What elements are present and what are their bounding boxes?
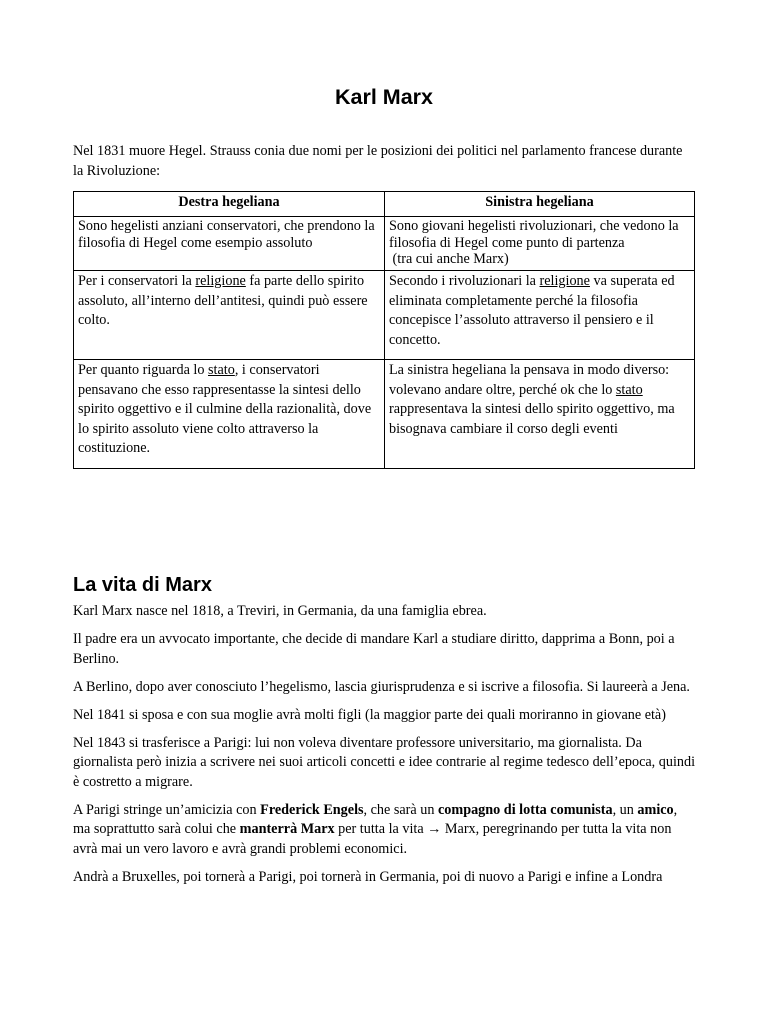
paragraph: Il padre era un avvocato importante, che decide di mandare Karl a studiare diritto, dapprima a Bonn, poi a Berlino. — [73, 631, 675, 667]
bold-engels: Frederick Engels — [260, 801, 364, 818]
cell-text: va superata ed eliminata completamente perché la filosofia concepisce l’assoluto attraverso il pensiero e il concetto. — [389, 273, 675, 348]
cell-sinistra-3 — [385, 360, 695, 469]
paragraph-engels — [73, 801, 695, 860]
table-row — [74, 271, 695, 360]
header-destra: Destra hegeliana — [74, 192, 385, 217]
bold-compagno: compagno di lotta comunista — [437, 801, 613, 818]
page-title: Karl Marx — [335, 85, 433, 109]
cell-text: fa parte dello spirito assoluto, all’interno dell’antitesi, quindi può essere colto. — [78, 273, 368, 328]
cell-text: Sono giovani hegelisti rivoluzionari, che vedono la filosofia di Hegel come punto di partenza — [389, 218, 679, 251]
cell-text: La sinistra hegeliana la pensava in modo diverso: volevano andare oltre, perché ok che lo — [389, 362, 670, 398]
paragraph: Nel 1843 si trasferisce a Parigi: lui non voleva diventare professore universitario, ma giornalista. Da giornalista però inizia a scrivere nei suoi articoli concetti e idee contrarie al regime tedesco dell’epoca, quindi è costretto a migrare. — [73, 734, 696, 790]
cell-text: Per quanto riguarda lo — [78, 362, 209, 378]
cell-destra-1: Sono hegelisti anziani conservatori, che prendono la filosofia di Hegel come esempio assoluto — [74, 217, 385, 271]
term-religione: religione — [539, 273, 590, 289]
term-stato: stato — [208, 362, 235, 378]
cell-sinistra-2 — [385, 271, 695, 360]
text-run: , un — [612, 801, 638, 818]
text-run: , che sarà un — [363, 801, 438, 818]
cell-destra-3 — [74, 360, 385, 469]
section-body — [73, 602, 695, 896]
text-run: per tutta la vita → Marx, peregrinando per tutta la vita non avrà mai un vero lavoro e avrà grandi problemi economici. — [73, 821, 672, 857]
paragraph: Andrà a Bruxelles, poi tornerà a Parigi, poi tornerà in Germania, poi di nuovo a Parigi e infine a Londra — [73, 868, 663, 885]
header-sinistra: Sinistra hegeliana — [385, 192, 695, 217]
term-religione: religione — [195, 273, 246, 289]
text-run: A Parigi stringe un’amicizia con — [73, 801, 261, 818]
cell-sinistra-1 — [385, 217, 695, 271]
section-title: La vita di Marx — [73, 574, 212, 596]
cell-text: , i conservatori pensavano che esso rappresentasse la sintesi dello spirito oggettivo e il culmine della razionalità, dove lo spirito assoluto viene colto attraverso la costituzione. — [78, 362, 372, 456]
cell-text-note: (tra cui anche Marx) — [392, 251, 509, 267]
comparison-table — [73, 191, 695, 469]
paragraph: Nel 1841 si sposa e con sua moglie avrà molti figli (la maggior parte dei quali moriranno in giovane età) — [73, 706, 666, 723]
term-stato: stato — [615, 381, 643, 398]
table-row — [74, 360, 695, 469]
intro-paragraph: Nel 1831 muore Hegel. Strauss conia due nomi per le posizioni dei politici nel parlamento francese durante la Rivoluzione: — [73, 143, 683, 179]
table-row — [74, 217, 695, 271]
paragraph: Karl Marx nasce nel 1818, a Treviri, in Germania, da una famiglia ebrea. — [73, 603, 487, 619]
text-run: , ma soprattutto sarà colui che — [73, 801, 678, 837]
cell-text: Secondo i rivoluzionari la — [389, 273, 540, 289]
paragraph: A Berlino, dopo aver conosciuto l’hegelismo, lascia giurisprudenza e si iscrive a filosofia. Si laureerà a Jena. — [73, 678, 690, 695]
bold-amico: amico — [637, 801, 674, 818]
table-header-row — [74, 192, 695, 217]
bold-manterra: manterrà Marx — [239, 821, 335, 837]
cell-destra-2 — [74, 271, 385, 360]
cell-text: rappresentava la sintesi dello spirito oggettivo, ma bisognava cambiare il corso degli eventi — [389, 401, 675, 437]
cell-text: Per i conservatori la — [78, 273, 196, 289]
